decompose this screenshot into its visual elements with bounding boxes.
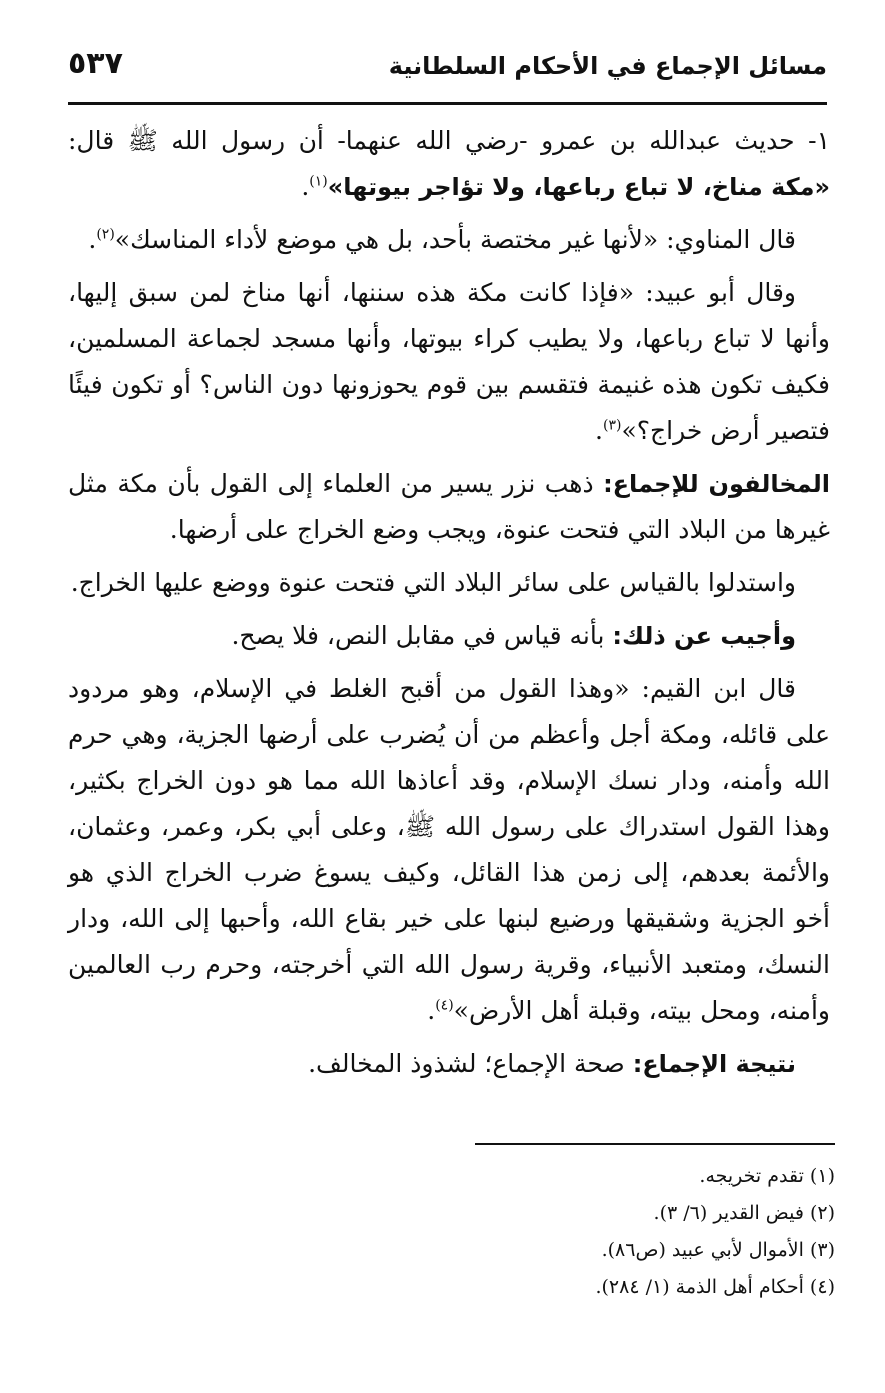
running-title: مسائل الإجماع في الأحكام السلطانية xyxy=(388,52,827,80)
footnote-ref-2: (٢) xyxy=(96,226,115,243)
hadith-text: «مكة مناخ، لا تباع رباعها، ولا تؤاجر بيوتها» xyxy=(327,173,830,201)
footnote-4: (٤) أحكام أهل الذمة (١/ ٢٨٤). xyxy=(595,1276,835,1298)
paragraph-hadith xyxy=(68,118,830,210)
hadith-intro: ١- حديث عبدالله بن عمرو -رضي الله عنهما- أن رسول الله ﷺ قال: xyxy=(68,126,830,155)
page-header xyxy=(68,40,827,105)
punctuation: . xyxy=(301,172,310,201)
opponents-text: ذهب نزر يسير من العلماء إلى القول بأن مكة مثل غيرها من البلاد التي فتحت عنوة، ويجب وضع الخراج على أرضها. xyxy=(68,469,830,544)
result-label: نتيجة الإجماع: xyxy=(632,1050,796,1078)
footnote-1: (١) تقدم تخريجه. xyxy=(699,1165,835,1187)
punctuation: . xyxy=(595,416,603,445)
page-number: ٥٣٧ xyxy=(68,46,123,81)
paragraph-munawi xyxy=(68,217,830,263)
footnote-divider xyxy=(475,1143,835,1145)
evidence-text: واستدلوا بالقياس على سائر البلاد التي فتحت عنوة ووضع عليها الخراج. xyxy=(70,568,796,597)
footnote-ref-3: (٣) xyxy=(602,417,622,434)
munawi-quote: قال المناوي: «لأنها غير مختصة بأحد، بل هي موضع لأداء المناسك» xyxy=(114,225,796,254)
abu-ubaid-quote: وقال أبو عبيد: «فإذا كانت مكة هذه سننها، أنها مناخ لمن سبق إليها، وأنها لا تباع رباعها، ولا يطيب كراء بيوتها، وأنها مسجد لجماعة المسلمين، فكيف تكون هذه غنيمة فتقسم بين قوم يحوزونها دون الناس؟ أو تكون فيئًا فتصير أرض خراج؟» xyxy=(68,278,830,445)
paragraph-evidence xyxy=(68,560,830,606)
paragraph-response xyxy=(68,613,830,659)
ibn-qayyim-quote: قال ابن القيم: «وهذا القول من أقبح الغلط في الإسلام، وهو مردود على قائله، ومكة أجل وأعظم من أن يُضرب على أرضها الجزية، وهي حرم الله وأمنه، ودار نسك الإسلام، وقد أعاذها الله مما هو دون الخراج بكثير، وهذا القول استدراك على رسول الله ﷺ، وعلى أبي بكر، وعمر، وعثمان، والأئمة بعدهم، إلى زمن هذا القائل، وكيف يسوغ ضرب الخراج الذي هو أخو الجزية وشقيقها ورضيع لبنها على خير بقاع الله، وأحبها إلى الله، ودار النسك، ومتعبد الأنبياء، وقرية رسول الله التي أخرجته، وحرم رب العالمين وأمنه، ومحل بيته، وقبلة أهل الأرض» xyxy=(68,674,830,1025)
footnote-2: (٢) فيض القدير (٦/ ٣). xyxy=(653,1202,835,1224)
footnote-ref-4: (٤) xyxy=(435,997,454,1014)
punctuation: . xyxy=(427,996,436,1025)
footnotes xyxy=(68,1158,835,1306)
response-label: وأجيب عن ذلك: xyxy=(612,622,796,650)
paragraph-result xyxy=(68,1041,830,1087)
footnote-3: (٣) الأموال لأبي عبيد (ص٨٦). xyxy=(601,1239,835,1261)
main-text xyxy=(68,118,830,1094)
paragraph-abu-ubaid xyxy=(68,270,830,454)
opponents-label: المخالفون للإجماع: xyxy=(603,470,831,498)
paragraph-opponents xyxy=(68,461,830,553)
footnote-ref-1: (١) xyxy=(309,173,328,190)
paragraph-ibn-qayyim xyxy=(68,666,830,1034)
response-text: بأنه قياس في مقابل النص، فلا يصح. xyxy=(231,621,613,650)
punctuation: . xyxy=(88,225,97,254)
result-text: صحة الإجماع؛ لشذوذ المخالف. xyxy=(308,1049,633,1078)
